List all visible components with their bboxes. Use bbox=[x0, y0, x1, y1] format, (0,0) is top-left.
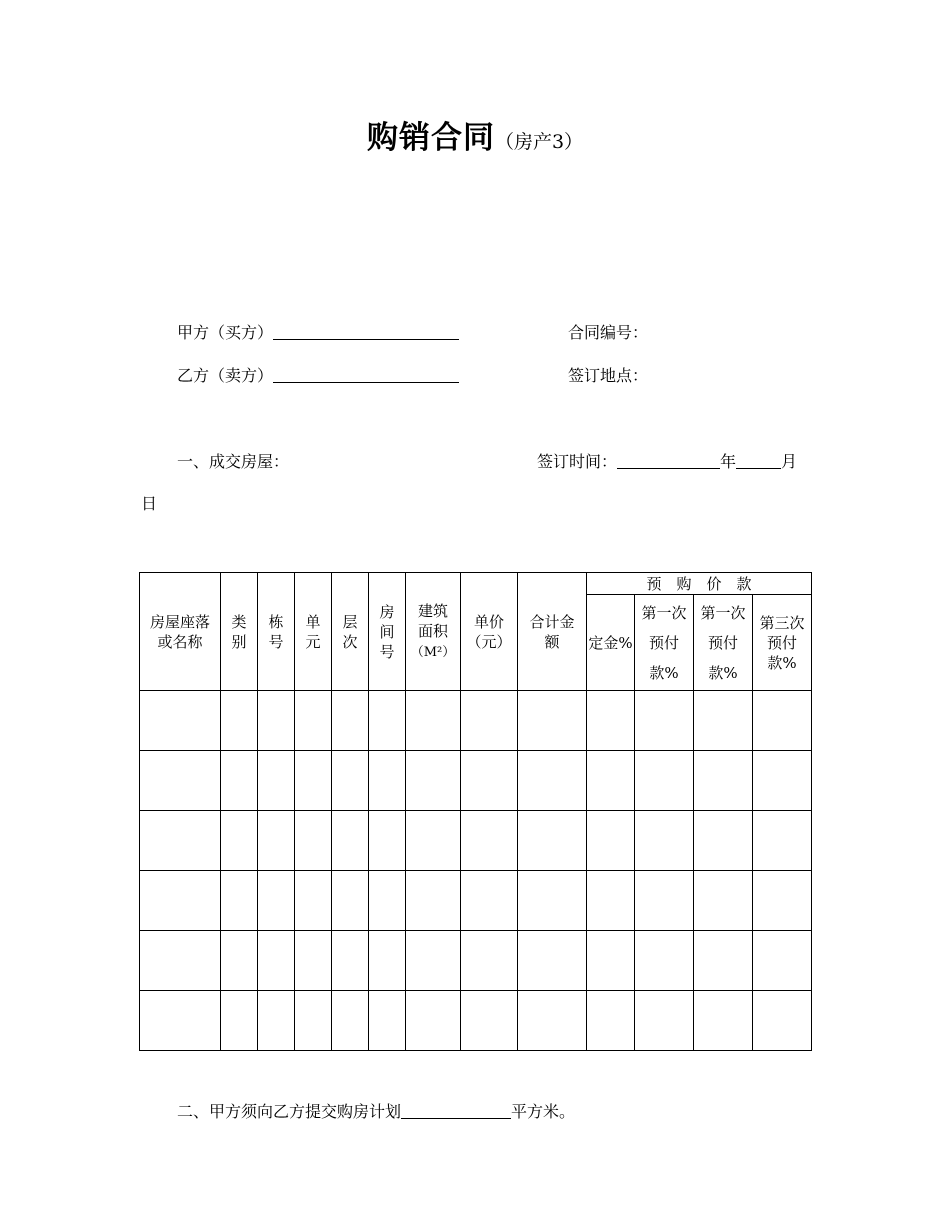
title-main: 购销合同 bbox=[366, 120, 495, 156]
table-cell[interactable] bbox=[461, 931, 518, 991]
table-cell[interactable] bbox=[587, 931, 635, 991]
document-title bbox=[0, 112, 950, 157]
table-cell[interactable] bbox=[461, 691, 518, 751]
table-cell[interactable] bbox=[518, 991, 587, 1051]
table-cell[interactable] bbox=[587, 751, 635, 811]
section2-prefix: 二、甲方须向乙方提交购房计划 bbox=[177, 1102, 402, 1121]
header-third-prepay: 第三次 预付 款% bbox=[753, 595, 812, 691]
table-cell[interactable] bbox=[258, 691, 295, 751]
table-cell[interactable] bbox=[587, 811, 635, 871]
table-cell[interactable] bbox=[635, 811, 694, 871]
contract-no-label: 合同编号： bbox=[568, 323, 649, 342]
year-label: 年 bbox=[720, 452, 737, 471]
header-first-prepay: 第一次 预付 款% bbox=[635, 595, 694, 691]
table-row bbox=[140, 811, 812, 871]
table-cell[interactable] bbox=[753, 871, 812, 931]
seller-label: 乙方（卖方） bbox=[177, 366, 274, 385]
table-cell[interactable] bbox=[518, 931, 587, 991]
table-cell[interactable] bbox=[753, 811, 812, 871]
section1-heading: 一、成交房屋： bbox=[177, 452, 290, 471]
table-row bbox=[140, 871, 812, 931]
section2-line bbox=[177, 1099, 575, 1122]
header-room: 房 间 号 bbox=[369, 573, 406, 691]
table-cell[interactable] bbox=[406, 991, 461, 1051]
table-cell[interactable] bbox=[635, 691, 694, 751]
header-floor: 层 次 bbox=[332, 573, 369, 691]
sign-time-line bbox=[537, 449, 797, 472]
table-cell[interactable] bbox=[140, 811, 221, 871]
month-label: 月 bbox=[781, 452, 798, 471]
table-cell[interactable] bbox=[635, 991, 694, 1051]
day-label: 日 bbox=[141, 494, 158, 513]
table-cell[interactable] bbox=[753, 751, 812, 811]
table-cell[interactable] bbox=[140, 691, 221, 751]
table-cell[interactable] bbox=[694, 871, 753, 931]
table-cell[interactable] bbox=[140, 751, 221, 811]
table-cell[interactable] bbox=[461, 811, 518, 871]
table-cell[interactable] bbox=[694, 931, 753, 991]
table-cell[interactable] bbox=[258, 871, 295, 931]
table-cell[interactable] bbox=[258, 751, 295, 811]
header-unit-price: 单价 （元） bbox=[461, 573, 518, 691]
table-cell[interactable] bbox=[694, 751, 753, 811]
table-cell[interactable] bbox=[140, 931, 221, 991]
table-cell[interactable] bbox=[406, 811, 461, 871]
table-cell[interactable] bbox=[295, 991, 332, 1051]
table-cell[interactable] bbox=[221, 811, 258, 871]
buyer-label: 甲方（买方） bbox=[177, 323, 274, 342]
table-cell[interactable] bbox=[753, 931, 812, 991]
table-cell[interactable] bbox=[406, 931, 461, 991]
table-cell[interactable] bbox=[369, 751, 406, 811]
table-cell[interactable] bbox=[332, 691, 369, 751]
seller-blank[interactable] bbox=[273, 366, 459, 383]
table-cell[interactable] bbox=[369, 811, 406, 871]
table-cell[interactable] bbox=[221, 691, 258, 751]
table-cell[interactable] bbox=[694, 691, 753, 751]
table-cell[interactable] bbox=[295, 931, 332, 991]
header-area: 建筑 面积 （M²） bbox=[406, 573, 461, 691]
table-cell[interactable] bbox=[332, 991, 369, 1051]
table-cell[interactable] bbox=[258, 811, 295, 871]
header-deposit: 定金% bbox=[587, 595, 635, 691]
house-table bbox=[139, 572, 812, 1051]
table-cell[interactable] bbox=[694, 991, 753, 1051]
year-blank[interactable] bbox=[617, 452, 720, 469]
table-cell[interactable] bbox=[221, 931, 258, 991]
table-cell[interactable] bbox=[258, 931, 295, 991]
table-cell[interactable] bbox=[140, 991, 221, 1051]
header-prepay-group: 预 购 价 款 bbox=[587, 573, 812, 595]
table-cell[interactable] bbox=[332, 811, 369, 871]
header-unit: 单 元 bbox=[295, 573, 332, 691]
title-sub: （房产3） bbox=[494, 131, 584, 153]
section2-suffix: 平方米。 bbox=[511, 1102, 576, 1121]
table-cell[interactable] bbox=[332, 871, 369, 931]
table-cell[interactable] bbox=[635, 931, 694, 991]
table-cell[interactable] bbox=[221, 871, 258, 931]
table-cell[interactable] bbox=[753, 691, 812, 751]
table-cell[interactable] bbox=[295, 811, 332, 871]
table-cell[interactable] bbox=[461, 991, 518, 1051]
table-cell[interactable] bbox=[332, 931, 369, 991]
table-cell[interactable] bbox=[753, 991, 812, 1051]
header-building: 栋 号 bbox=[258, 573, 295, 691]
table-row bbox=[140, 751, 812, 811]
table-cell[interactable] bbox=[518, 751, 587, 811]
table-cell[interactable] bbox=[518, 811, 587, 871]
table-cell[interactable] bbox=[518, 691, 587, 751]
table-cell[interactable] bbox=[295, 751, 332, 811]
table-cell[interactable] bbox=[332, 751, 369, 811]
area-blank[interactable] bbox=[401, 1102, 511, 1119]
sign-place-label: 签订地点： bbox=[568, 366, 649, 385]
table-cell[interactable] bbox=[518, 871, 587, 931]
table-cell[interactable] bbox=[140, 871, 221, 931]
table-cell[interactable] bbox=[587, 691, 635, 751]
table-cell[interactable] bbox=[406, 691, 461, 751]
table-cell[interactable] bbox=[406, 751, 461, 811]
table-row bbox=[140, 691, 812, 751]
table-cell[interactable] bbox=[406, 871, 461, 931]
month-blank[interactable] bbox=[736, 452, 781, 469]
table-row bbox=[140, 991, 812, 1051]
header-second-prepay: 第一次 预付 款% bbox=[694, 595, 753, 691]
table-cell[interactable] bbox=[587, 991, 635, 1051]
header-location: 房屋座落 或名称 bbox=[140, 573, 221, 691]
table-cell[interactable] bbox=[369, 871, 406, 931]
seller-line bbox=[177, 363, 459, 386]
table-cell[interactable] bbox=[461, 751, 518, 811]
table-cell[interactable] bbox=[295, 691, 332, 751]
table-cell[interactable] bbox=[295, 871, 332, 931]
table-cell[interactable] bbox=[258, 991, 295, 1051]
sign-time-label: 签订时间： bbox=[537, 452, 618, 471]
table-cell[interactable] bbox=[369, 991, 406, 1051]
table-cell[interactable] bbox=[221, 991, 258, 1051]
buyer-blank[interactable] bbox=[273, 323, 459, 340]
table-row bbox=[140, 931, 812, 991]
table-cell[interactable] bbox=[369, 691, 406, 751]
header-total: 合计金 额 bbox=[518, 573, 587, 691]
table-cell[interactable] bbox=[587, 871, 635, 931]
table-cell[interactable] bbox=[694, 811, 753, 871]
header-category: 类 别 bbox=[221, 573, 258, 691]
table-cell[interactable] bbox=[221, 751, 258, 811]
buyer-line bbox=[177, 320, 459, 343]
table-cell[interactable] bbox=[635, 871, 694, 931]
table-cell[interactable] bbox=[635, 751, 694, 811]
table-cell[interactable] bbox=[369, 931, 406, 991]
table-cell[interactable] bbox=[461, 871, 518, 931]
